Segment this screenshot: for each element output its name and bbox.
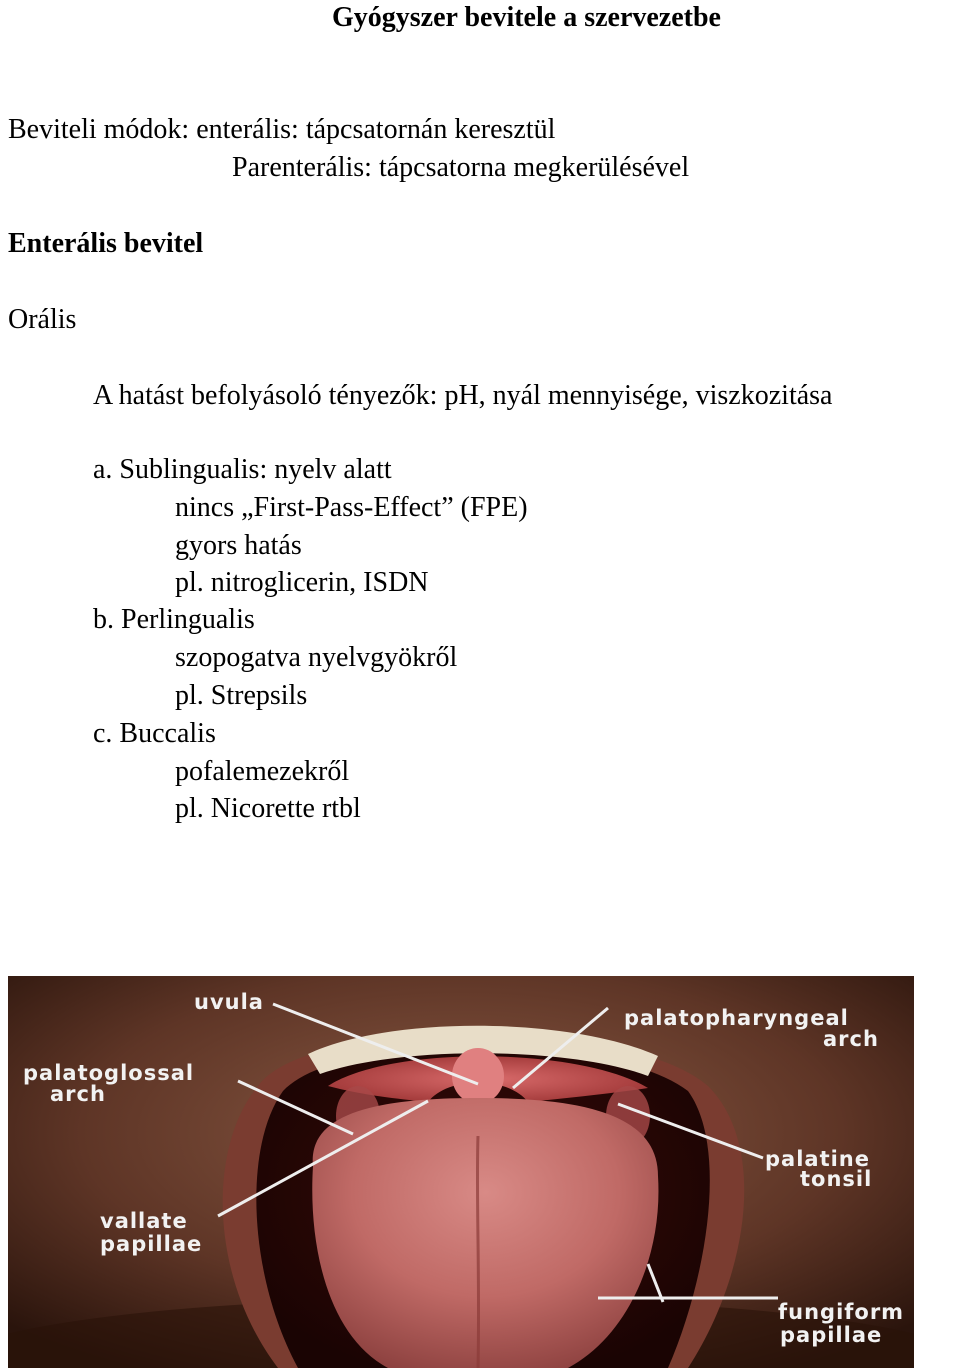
page-title: Gyógyszer bevitele a szervezetbe	[332, 2, 721, 33]
route-heading: c. Buccalis	[93, 718, 216, 749]
label-palatoglossal: palatoglossal	[23, 1061, 195, 1085]
route-detail: nincs „First-Pass-Effect” (FPE)	[175, 492, 528, 523]
subsection-heading: Orális	[8, 304, 77, 335]
label-uvula: uvula	[194, 990, 264, 1014]
label-palatine: palatine	[765, 1147, 871, 1171]
section-heading: Enterális bevitel	[8, 228, 204, 259]
route-detail: pl. Nicorette rtbl	[175, 793, 361, 824]
label-palatine-tonsil: tonsil	[800, 1167, 873, 1191]
route-detail: pl. Strepsils	[175, 680, 308, 711]
label-fungiform: fungiform	[778, 1300, 905, 1324]
route-detail: gyors hatás	[175, 530, 302, 561]
label-palatoglossal-arch: arch	[50, 1082, 106, 1106]
label-fungiform-papillae: papillae	[780, 1323, 883, 1347]
route-detail: pl. nitroglicerin, ISDN	[175, 567, 429, 598]
tongue-median-groove	[477, 1136, 478, 1368]
label-palatopharyngeal-arch: arch	[823, 1027, 879, 1051]
route-detail: pofalemezekről	[175, 756, 350, 787]
tongue-shape	[312, 1098, 658, 1368]
intro-line-2: Parenterális: tápcsatorna megkerülésével	[232, 152, 690, 183]
label-palatopharyngeal: palatopharyngeal	[624, 1006, 849, 1030]
label-vallate-papillae: papillae	[100, 1232, 203, 1256]
route-detail: szopogatva nyelvgyökről	[175, 642, 458, 673]
label-vallate: vallate	[100, 1209, 188, 1233]
route-heading: b. Perlingualis	[93, 604, 255, 635]
route-heading: a. Sublingualis: nyelv alatt	[93, 454, 392, 485]
intro-line-1: Beviteli módok: enterális: tápcsatornán keresztül	[8, 114, 556, 145]
factors-text: A hatást befolyásoló tényezők: pH, nyál mennyisége, viszkozitása	[93, 380, 833, 411]
oral-anatomy-figure	[8, 976, 914, 1368]
